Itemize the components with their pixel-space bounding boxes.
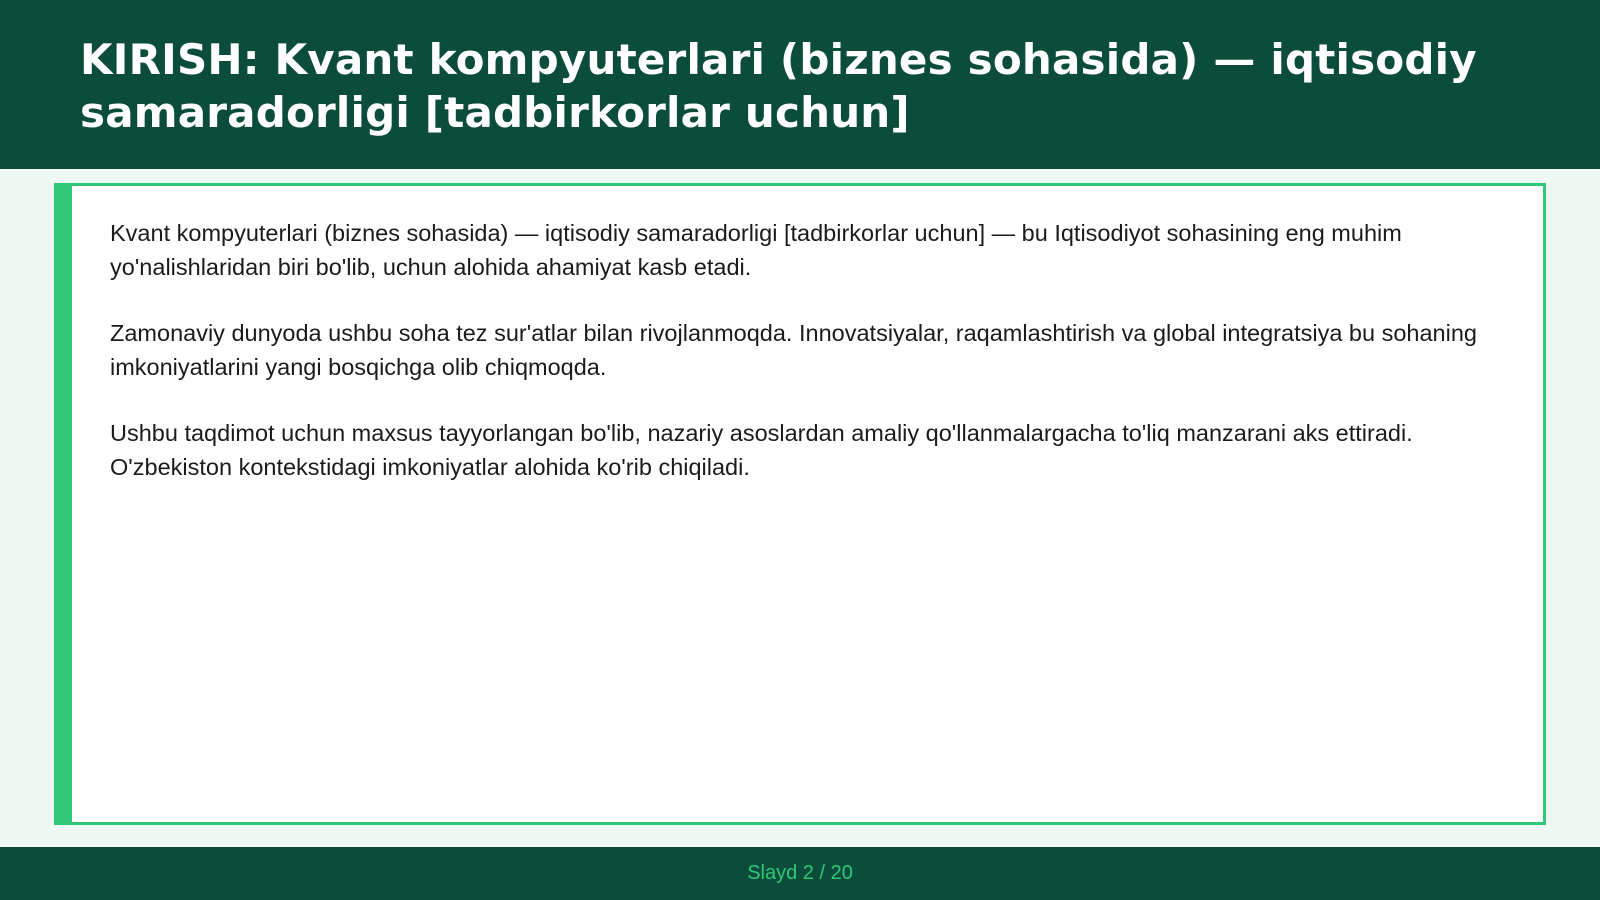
slide-header	[0, 0, 1600, 169]
intro-paragraph-1: Kvant kompyuterlari (biznes sohasida) — iqtisodiy samaradorligi [tadbirkorlar uchun] — bu Iqtisodiyot sohasining eng muhim yo'nalishlaridan biri bo'lib, uchun alohida ahamiyat kasb etadi.	[110, 220, 1402, 280]
content-card	[54, 183, 1546, 825]
slide-counter: Slayd 2 / 20	[747, 862, 853, 884]
slide-footer	[0, 847, 1600, 900]
intro-paragraph-2: Zamonaviy dunyoda ushbu soha tez sur'atlar bilan rivojlanmoqda. Innovatsiyalar, raqamlashtirish va global integratsiya bu sohaning imkoniyatlarini yangi bosqichga olib chiqmoqda.	[110, 320, 1477, 380]
slide-title: KIRISH: Kvant kompyuterlari (biznes sohasida) — iqtisodiy samaradorligi [tadbirkorlar uchun]	[80, 35, 1477, 137]
intro-paragraph-3: Ushbu taqdimot uchun maxsus tayyorlangan bo'lib, nazariy asoslardan amaliy qo'llanmalargacha to'liq manzarani aks ettiradi. O'zbekiston kontekstidagi imkoniyatlar alohida ko'rib chiqiladi.	[110, 420, 1413, 480]
